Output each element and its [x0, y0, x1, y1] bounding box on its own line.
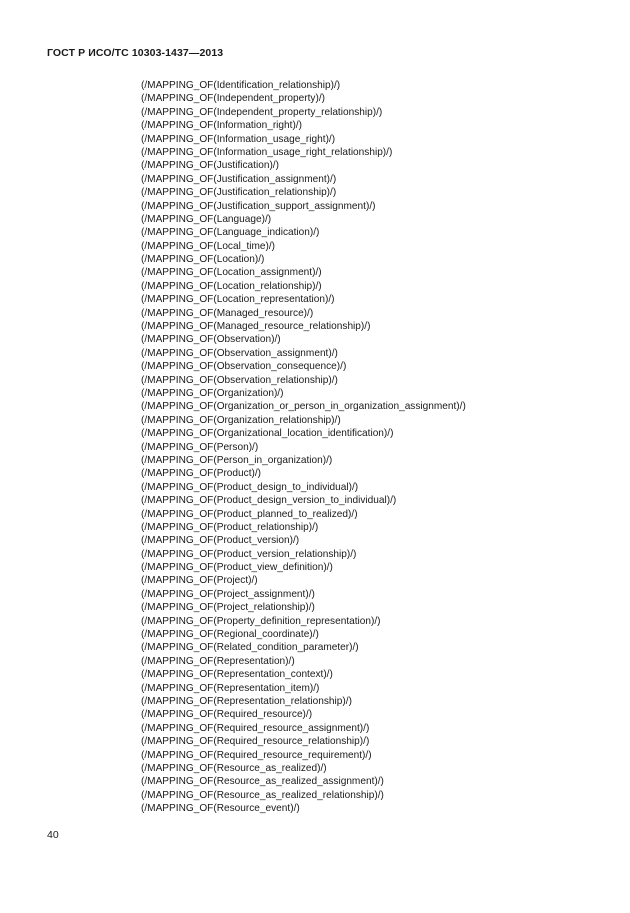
mapping-line: (/MAPPING_OF(Product_relationship)/) [141, 521, 319, 533]
mapping-line: (/MAPPING_OF(Related_condition_parameter)/) [141, 642, 359, 654]
mapping-line: (/MAPPING_OF(Independent_property)/) [141, 93, 326, 105]
mapping-line: (/MAPPING_OF(Required_resource)/) [141, 709, 313, 721]
mapping-line: (/MAPPING_OF(Representation_item)/) [141, 682, 320, 694]
mapping-line: (/MAPPING_OF(Managed_resource)/) [141, 307, 314, 319]
mapping-line: (/MAPPING_OF(Observation_relationship)/) [141, 374, 338, 386]
mapping-line: (/MAPPING_OF(Resource_as_realized_relationship)/) [141, 789, 384, 801]
mapping-line: (/MAPPING_OF(Required_resource_relationship)/) [141, 736, 370, 748]
mapping-line: (/MAPPING_OF(Organizational_location_identification)/) [141, 428, 394, 440]
mapping-line: (/MAPPING_OF(Justification)/) [141, 160, 279, 172]
mapping-line: (/MAPPING_OF(Information_usage_right_relationship)/) [141, 146, 393, 158]
page-header-standard-id: ГОСТ Р ИСО/ТС 10303-1437—2013 [47, 47, 224, 59]
mapping-line: (/MAPPING_OF(Required_resource_assignment)/) [141, 722, 370, 734]
mapping-line: (/MAPPING_OF(Representation)/) [141, 655, 295, 667]
mapping-line: (/MAPPING_OF(Product_version)/) [141, 535, 300, 547]
mapping-line: (/MAPPING_OF(Organization)/) [141, 387, 284, 399]
mapping-list [141, 79, 466, 815]
mapping-line: (/MAPPING_OF(Language)/) [141, 213, 272, 225]
mapping-line: (/MAPPING_OF(Justification_assignment)/) [141, 173, 337, 185]
mapping-line: (/MAPPING_OF(Location_representation)/) [141, 294, 335, 306]
mapping-line: (/MAPPING_OF(Managed_resource_relationship)/) [141, 321, 371, 333]
mapping-line: (/MAPPING_OF(Information_usage_right)/) [141, 133, 336, 145]
mapping-line: (/MAPPING_OF(Justification_support_assignment)/) [141, 200, 376, 212]
mapping-line: (/MAPPING_OF(Regional_coordinate)/) [141, 629, 319, 641]
mapping-line: (/MAPPING_OF(Justification_relationship)/) [141, 187, 337, 199]
mapping-line: (/MAPPING_OF(Observation_consequence)/) [141, 361, 347, 373]
mapping-line: (/MAPPING_OF(Person_in_organization)/) [141, 454, 333, 466]
mapping-line: (/MAPPING_OF(Resource_as_realized)/) [141, 762, 327, 774]
mapping-line: (/MAPPING_OF(Representation_context)/) [141, 669, 333, 681]
mapping-line: (/MAPPING_OF(Information_right)/) [141, 120, 302, 132]
mapping-line: (/MAPPING_OF(Representation_relationship)/) [141, 695, 352, 707]
mapping-line: (/MAPPING_OF(Observation_assignment)/) [141, 347, 338, 359]
mapping-line: (/MAPPING_OF(Identification_relationship)/) [141, 80, 341, 91]
mapping-line: (/MAPPING_OF(Location)/) [141, 254, 265, 266]
mapping-line: (/MAPPING_OF(Product_planned_to_realized)/) [141, 508, 358, 520]
mapping-line: (/MAPPING_OF(Product)/) [141, 468, 262, 480]
mapping-line: (/MAPPING_OF(Organization_relationship)/) [141, 414, 341, 426]
mapping-line: (/MAPPING_OF(Product_design_to_individual)/) [141, 481, 359, 493]
mapping-line: (/MAPPING_OF(Product_version_relationship)/) [141, 548, 357, 560]
mapping-line: (/MAPPING_OF(Property_definition_representation)/) [141, 615, 381, 627]
mapping-line: (/MAPPING_OF(Local_time)/) [141, 240, 276, 252]
mapping-line: (/MAPPING_OF(Location_assignment)/) [141, 267, 322, 279]
mapping-line: (/MAPPING_OF(Required_resource_requirement)/) [141, 749, 372, 761]
page-number: 40 [47, 829, 59, 841]
mapping-line: (/MAPPING_OF(Resource_event)/) [141, 803, 300, 815]
mapping-line: (/MAPPING_OF(Independent_property_relationship)/) [141, 106, 383, 118]
mapping-line: (/MAPPING_OF(Resource_as_realized_assignment)/) [141, 776, 384, 788]
mapping-line: (/MAPPING_OF(Project_assignment)/) [141, 588, 315, 600]
mapping-line: (/MAPPING_OF(Language_indication)/) [141, 227, 320, 239]
mapping-line: (/MAPPING_OF(Observation)/) [141, 334, 281, 346]
mapping-line: (/MAPPING_OF(Product_view_definition)/) [141, 562, 333, 574]
mapping-line: (/MAPPING_OF(Project_relationship)/) [141, 602, 315, 614]
mapping-line: (/MAPPING_OF(Organization_or_person_in_organization_assignment)/) [141, 401, 466, 413]
mapping-line: (/MAPPING_OF(Project)/) [141, 575, 258, 587]
mapping-line: (/MAPPING_OF(Location_relationship)/) [141, 280, 322, 292]
mapping-line: (/MAPPING_OF(Person)/) [141, 441, 259, 453]
mapping-line: (/MAPPING_OF(Product_design_version_to_individual)/) [141, 495, 397, 507]
